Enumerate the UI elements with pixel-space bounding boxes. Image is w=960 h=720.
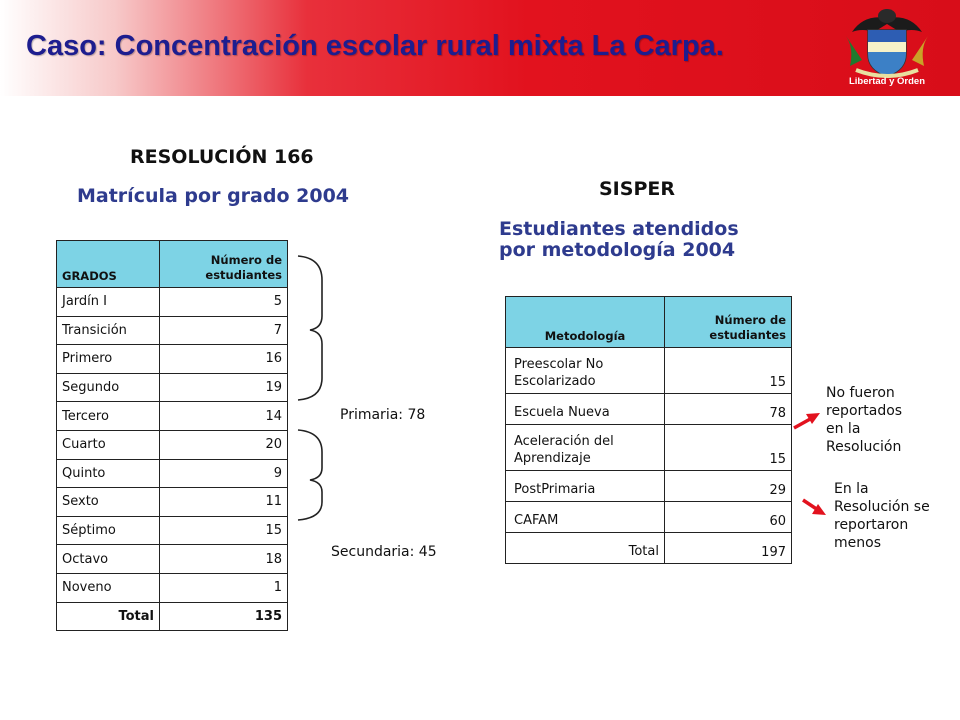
grade-label: Jardín I: [57, 288, 160, 317]
methodology-count: 15: [665, 425, 792, 471]
methodology-count: 15: [665, 348, 792, 394]
grade-count: 5: [160, 288, 288, 317]
grade-label: Transición: [57, 316, 160, 345]
grade-label: Quinto: [57, 459, 160, 488]
label-line1: Aceleración del: [514, 434, 614, 449]
note-line: menos: [834, 535, 881, 551]
grade-label: Cuarto: [57, 430, 160, 459]
total-value: 197: [665, 533, 792, 564]
methodology-subheading-line1: Estudiantes atendidos: [499, 218, 739, 240]
resolution-heading: RESOLUCIÓN 166: [130, 146, 314, 168]
methodology-label: Escuela Nueva: [506, 394, 665, 425]
enrollment-subheading: Matrícula por grado 2004: [77, 185, 350, 207]
primaria-brace-icon: [298, 256, 322, 400]
note-line: Resolución: [826, 439, 902, 455]
grade-label: Séptimo: [57, 516, 160, 545]
grade-label: Sexto: [57, 488, 160, 517]
methodology-count: 60: [665, 502, 792, 533]
arrow-not-reported-icon: [794, 413, 820, 428]
note-line: No fueron: [826, 385, 895, 401]
total-label: Total: [57, 602, 160, 631]
seal-caption: Libertad y Orden: [848, 76, 925, 87]
grade-count: 16: [160, 345, 288, 374]
col-header-line2: estudiantes: [205, 268, 282, 282]
secundaria-brace-icon: [298, 430, 322, 520]
col-header-line2: estudiantes: [709, 328, 786, 342]
label-line1: Preescolar No: [514, 357, 604, 372]
grade-label: Primero: [57, 345, 160, 374]
note-line: reportaron: [834, 517, 909, 533]
total-label: Total: [506, 533, 665, 564]
arrow-reported-less-icon: [803, 500, 826, 515]
note-line: Resolución se: [834, 499, 930, 515]
primaria-summary: Primaria: 78: [340, 407, 426, 423]
grade-count: 1: [160, 573, 288, 602]
grade-count: 20: [160, 430, 288, 459]
slide-title: Caso: Concentración escolar rural mixta La Carpa.: [26, 30, 724, 62]
methodology-subheading-line2: por metodología 2004: [499, 239, 736, 261]
col-header-grados: GRADOS: [57, 241, 160, 288]
col-header-metodologia: Metodología: [506, 297, 665, 348]
col-header-line1: Número de: [714, 313, 786, 327]
grade-label: Octavo: [57, 545, 160, 574]
note-line: En la: [834, 481, 869, 497]
note-line: reportados: [826, 403, 903, 419]
col-header-line1: Número de: [210, 253, 282, 267]
total-value: 135: [160, 602, 288, 631]
methodology-label: PostPrimaria: [506, 471, 665, 502]
grade-label: Segundo: [57, 373, 160, 402]
methodology-count: 78: [665, 394, 792, 425]
grade-label: Noveno: [57, 573, 160, 602]
grade-count: 11: [160, 488, 288, 517]
grade-count: 19: [160, 373, 288, 402]
grade-count: 14: [160, 402, 288, 431]
label-line2: Escolarizado: [514, 374, 596, 389]
sisper-heading: SISPER: [599, 178, 675, 200]
methodology-count: 29: [665, 471, 792, 502]
secundaria-summary: Secundaria: 45: [331, 544, 437, 560]
grade-count: 9: [160, 459, 288, 488]
grade-count: 15: [160, 516, 288, 545]
label-line2: Aprendizaje: [514, 451, 591, 466]
methodology-label: CAFAM: [506, 502, 665, 533]
grade-count: 7: [160, 316, 288, 345]
grade-label: Tercero: [57, 402, 160, 431]
note-line: en la: [826, 421, 861, 437]
grade-count: 18: [160, 545, 288, 574]
